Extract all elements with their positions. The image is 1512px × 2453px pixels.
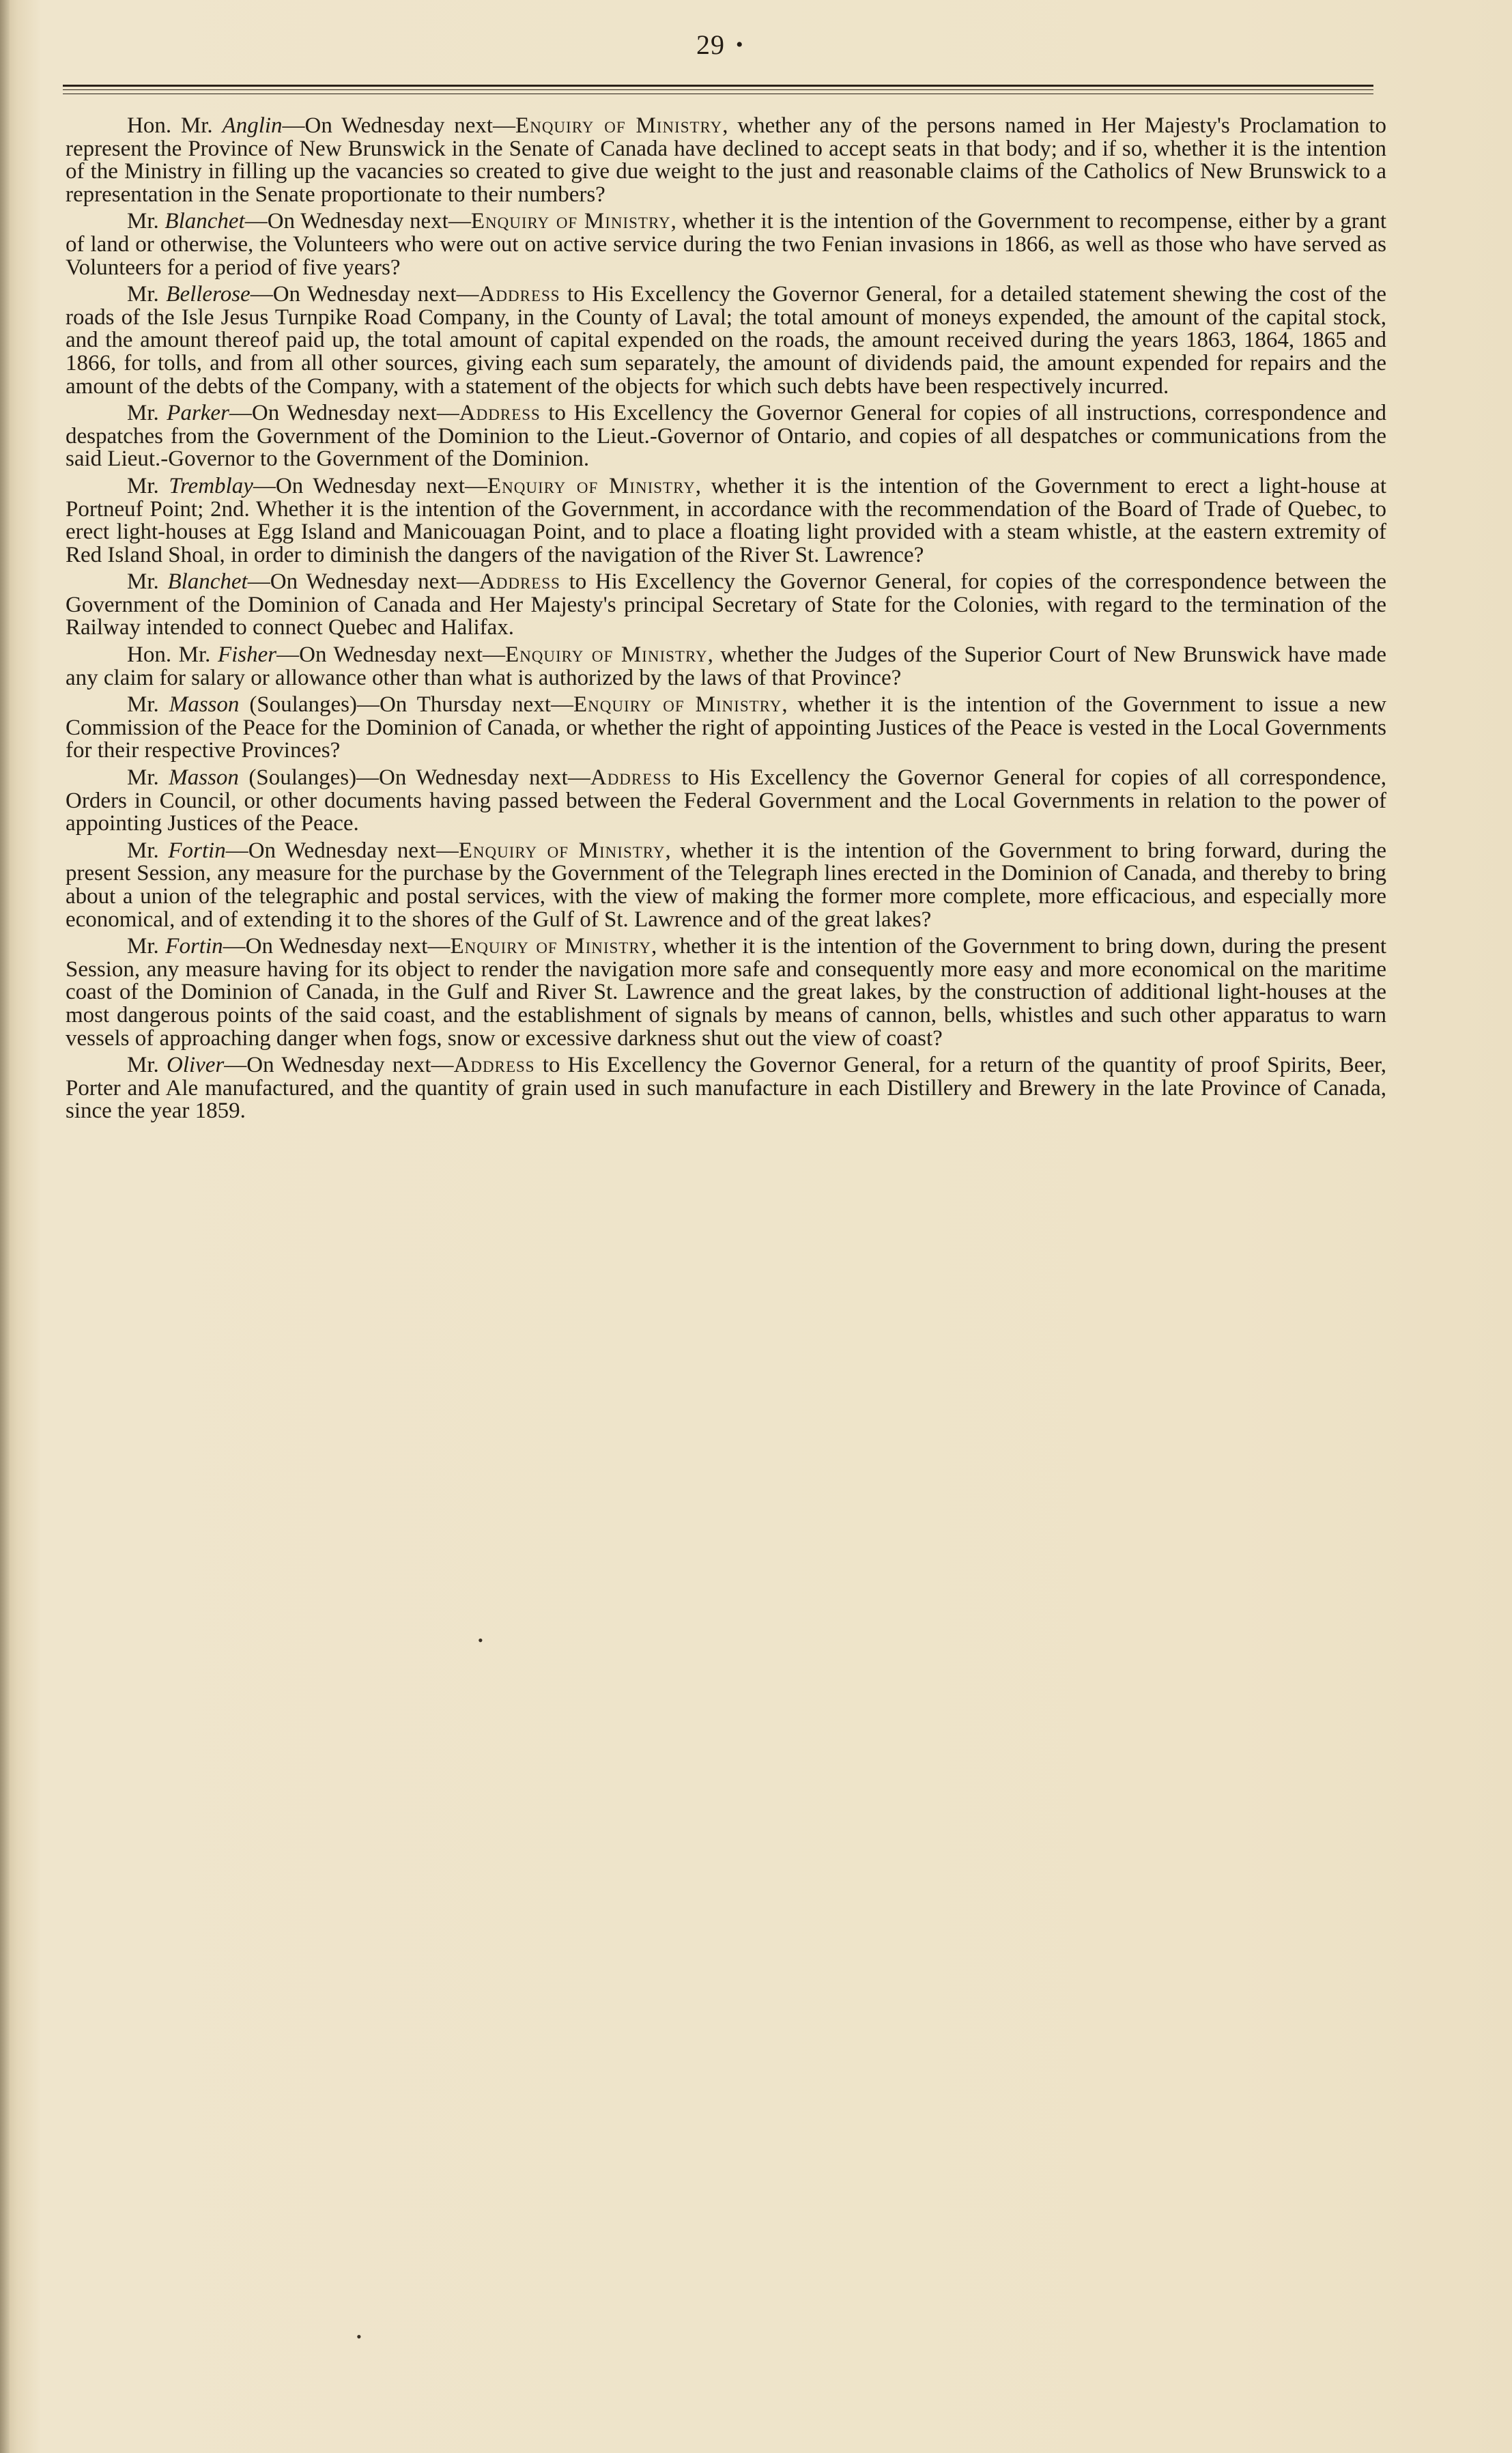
entry-kind: Enquiry of Ministry <box>573 692 782 718</box>
entry-body: , whether it is the intention of the Government to bring down, during the present Session, any measure having for its object to render the navigation more safe and consequently more easy and more economical on the maritime coast of the Dominion of Canada, in the Gulf and River St. Lawrence and the great lakes, by the construction of additional light-houses at the most dangerous points of the said coast, and the establishment of signals by means of cannon, bells, whistles and such other apparatus to warn vessels of approaching danger when fogs, snow or excessive darkness shut out the view of coast? <box>66 934 1387 1051</box>
entry-when: (Soulanges)—On Wednesday next— <box>238 765 590 791</box>
entry-body: , whether the Judges of the Superior Court of New Brunswick have made any claim for salary or allowance other than what is authorized by the laws of that Province? <box>66 642 1386 690</box>
entry-member: Fortin <box>165 934 223 959</box>
entry-member: Blanchet <box>165 209 245 234</box>
entry-title: Mr. <box>127 473 159 498</box>
entry-fortin-2 <box>66 935 1386 1050</box>
header-rule <box>63 85 1373 94</box>
entry-when: —On Wednesday next— <box>250 282 479 307</box>
entry-title: Mr. <box>127 569 159 595</box>
entry-title: Mr. <box>127 401 159 426</box>
entry-member: Blanchet <box>167 569 248 595</box>
entry-member: Parker <box>167 401 229 426</box>
entry-kind: Address <box>453 1053 535 1078</box>
entry-body: to His Excellency the Governor General for copies of all correspondence, Orders in Council, or other documents having passed between the Federal Government and the Local Governments in relation to the power of appointing Justices of the Peace. <box>66 765 1387 836</box>
entry-kind: Address <box>479 282 560 307</box>
entry-title: Mr. <box>127 282 159 307</box>
notice-list <box>66 115 1386 1127</box>
entry-when: —On Wednesday next— <box>224 1053 454 1078</box>
entry-member: Fisher <box>217 642 277 668</box>
entry-body: to His Excellency the Governor General, for a return of the quantity of proof Spirits, Beer, Porter and Ale manufactured, and the quantity of grain used in such manufacture in each Distillery and Brewery in the late Province of Canada, since the year 1859. <box>66 1053 1387 1124</box>
entry-body: , whether it is the intention of the Government to recompense, either by a grant of land or otherwise, the Volunteers who were out on active service during the two Fenian invasions in 1866, as well as those who have served as Volunteers for a period of five years? <box>66 209 1386 280</box>
stray-ink-mark: • <box>356 2328 362 2345</box>
entry-when: —On Wednesday next— <box>276 642 506 668</box>
entry-kind: Enquiry of Ministry <box>515 113 723 138</box>
entry-member: Tremblay <box>169 473 253 498</box>
entry-kind: Address <box>479 569 560 595</box>
entry-title: Mr. <box>127 838 159 863</box>
entry-when: (Soulanges)—On Thursday next— <box>239 692 573 718</box>
entry-bellerose <box>66 283 1386 398</box>
page-number-dot: • <box>736 33 744 56</box>
entry-blanchet-2 <box>66 571 1386 640</box>
entry-title: Mr. <box>127 692 159 718</box>
entry-kind: Address <box>459 401 541 426</box>
entry-body: , whether it is the intention of the Government to issue a new Commission of the Peace for the Dominion of Canada, or whether the right of appointing Justices of the Peace is vested in the Local Governments for their respective Provinces? <box>66 692 1386 763</box>
entry-member: Anglin <box>222 113 283 138</box>
entry-title: Mr. <box>127 209 159 234</box>
entry-fortin-1 <box>66 840 1386 931</box>
entry-kind: Enquiry of Ministry <box>458 838 666 863</box>
entry-body: , whether it is the intention of the Government to bring forward, during the present Session, any measure for the purchase by the Government of the Telegraph lines erected in the Dominion of Canada, and thereby to bring about a union of the telegraphic and postal services, with the view of making the former more complete, more efficacious, and especially more economical, and of extending it to the shores of the Gulf of St. Lawrence and of the great lakes? <box>66 838 1386 932</box>
entry-parker <box>66 402 1386 471</box>
entry-title: Hon. Mr. <box>127 642 211 668</box>
entry-when: —On Wednesday next— <box>253 473 487 498</box>
entry-blanchet-1 <box>66 210 1386 279</box>
binding-edge <box>0 0 10 2453</box>
entry-tremblay <box>66 475 1386 567</box>
entry-body: , whether any of the persons named in Her Majesty's Proclamation to represent the Province of New Brunswick in the Senate of Canada have declined to accept seats in that body; and if so, whether it is the intention of the Ministry in filling up the vacancies so created to give due weight to the just and reasonable claims of the Catholics of New Brunswick to a representation in the Senate proportionate to their numbers? <box>66 113 1387 207</box>
entry-member: Fortin <box>168 838 226 863</box>
entry-masson-2 <box>66 767 1386 836</box>
entry-member: Masson <box>169 765 239 791</box>
entry-when: —On Wednesday next— <box>225 838 459 863</box>
entry-title: Hon. Mr. <box>127 113 213 138</box>
entry-member: Bellerose <box>166 282 251 307</box>
entry-member: Oliver <box>166 1053 225 1078</box>
page-number <box>696 29 819 61</box>
entry-when: —On Wednesday next— <box>282 113 516 138</box>
entry-kind: Enquiry of Ministry <box>470 209 671 234</box>
entry-member: Masson <box>169 692 240 718</box>
entry-title: Mr. <box>127 765 159 791</box>
entry-body: , whether it is the intention of the Government to erect a light-house at Portneuf Point; 2nd. Whether it is the intention of the Government, in accordance with the recommendation of the Board of Trade of Quebec, to erect light-houses at Egg Island and Manicouagan Point, and to place a floating light provided with a steam whistle, at the eastern extremity of Red Island Shoal, in order to diminish the dangers of the navigation of the River St. Lawrence? <box>66 473 1386 567</box>
entry-when: —On Wednesday next— <box>247 569 479 595</box>
entry-kind: Enquiry of Ministry <box>505 642 708 668</box>
entry-when: —On Wednesday next— <box>229 401 459 426</box>
stray-ink-mark: • <box>478 1632 483 1649</box>
entry-when: —On Wednesday next— <box>223 934 451 959</box>
entry-title: Mr. <box>127 1053 159 1078</box>
entry-body: to His Excellency the Governor General, for copies of the correspondence between the Government of the Dominion of Canada and Her Majesty's principal Secretary of State for the Colonies, with regard to the termination of the Railway intended to connect Quebec and Halifax. <box>66 569 1387 640</box>
entry-title: Mr. <box>127 934 159 959</box>
entry-oliver <box>66 1054 1386 1123</box>
entry-fisher <box>66 644 1386 690</box>
entry-body: to His Excellency the Governor General, for a detailed statement shewing the cost of the roads of the Isle Jesus Turnpike Road Company, in the County of Laval; the total amount of moneys expended, the amount of the capital stock, and the amount thereof paid up, the total amount of capital expended on the roads, the amount received during the years 1863, 1864, 1865 and 1866, for tolls, and from all other sources, giving each sum separately, the amount of dividends paid, the amount expended for repairs and the amount of the debts of the Company, with a statement of the objects for which such debts have been respectively incurred. <box>66 282 1387 399</box>
entry-body: to His Excellency the Governor General for copies of all instructions, correspondence and despatches from the Government of the Dominion to the Lieut.-Governor of Ontario, and copies of all despatches or communications from the said Lieut.-Governor to the Government of the Dominion. <box>66 401 1387 472</box>
entry-kind: Enquiry of Ministry <box>450 934 652 959</box>
entry-when: —On Wednesday next— <box>244 209 471 234</box>
entry-masson-1 <box>66 694 1386 763</box>
page-number-value: 29 <box>696 29 725 60</box>
entry-kind: Enquiry of Ministry <box>487 473 696 498</box>
entry-kind: Address <box>590 765 672 791</box>
entry-anglin <box>66 115 1386 206</box>
